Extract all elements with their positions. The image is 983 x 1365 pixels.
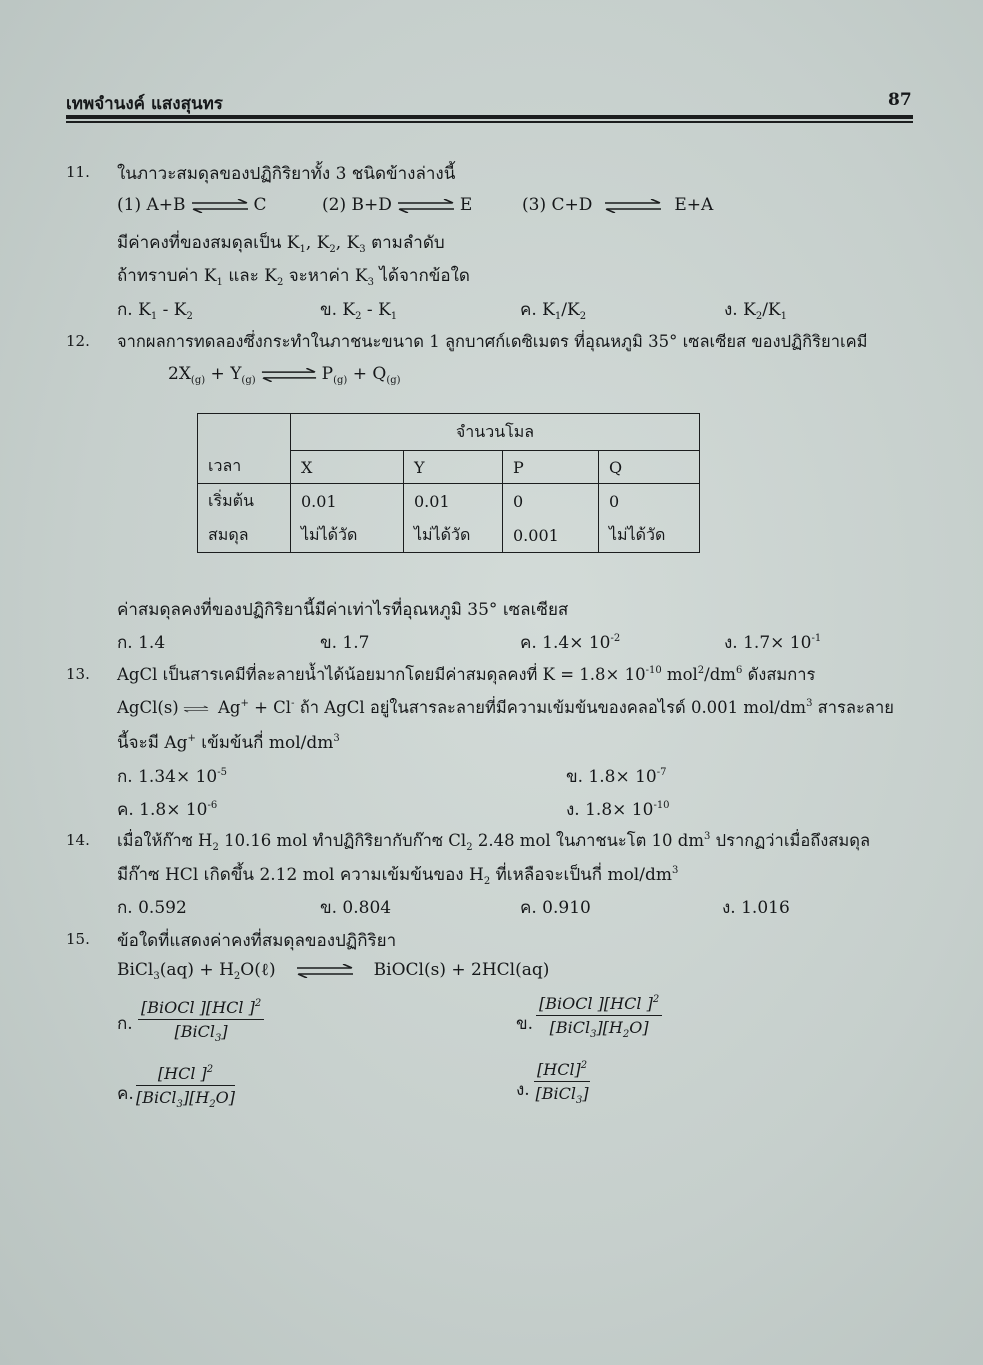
q12-text: จากผลการทดลองซึ่งกระทำในภาชนะขนาด 1 ลูกบาศก์เดซิเมตร ที่อุณหภูมิ 35° เซลเซียส ของปฏิกิริยาเคมี — [117, 332, 868, 351]
table-cell: 0 — [599, 484, 700, 519]
equilibrium-arrow-icon — [288, 964, 362, 978]
header-author: เทพจำนงค์ แสงสุนทร — [66, 94, 223, 114]
q13-option-d[interactable]: ง. $1.8\times 10^{-10}$ — [566, 800, 670, 820]
table-cell: ไม่ได้วัด — [291, 518, 404, 553]
equilibrium-arrow-icon — [190, 199, 250, 213]
equilibrium-arrow-icon — [260, 368, 318, 382]
q11-option-c[interactable]: ค. $K_1/K_2$ — [520, 300, 587, 322]
q13-option-b[interactable]: ข. $1.8\times 10^{-7}$ — [566, 767, 667, 787]
q11-option-a[interactable]: ก. $K_1 - K_2$ — [117, 300, 193, 322]
q15-option-d-label[interactable]: ง. — [516, 1080, 530, 1100]
q14-line1: เมื่อให้ก๊าซ $H_2$ 10.16 mol ทำปฏิกิริยากับก๊าซ $Cl_2$ 2.48 mol ในภาชนะโต 10 $dm^3$ ปรากฏว่าเมื่อถึงสมดุล — [117, 831, 871, 853]
table-header-time: เวลา — [198, 414, 291, 484]
q15-option-a-label[interactable]: ก. — [117, 1014, 133, 1034]
q15-option-b-label[interactable]: ข. — [516, 1014, 534, 1034]
q12-option-a[interactable]: ก. 1.4 — [117, 633, 166, 653]
table-cell: 0.01 — [291, 484, 404, 519]
q15-option-a-fraction[interactable]: [BiOCl ][HCl ]$^2$ [BiCl$_3$] — [138, 998, 264, 1044]
q11-reaction-3: (3) C+D E+A — [522, 195, 714, 215]
header-rule-thin — [66, 121, 913, 123]
table-cell: 0.01 — [404, 484, 503, 519]
q12-number: 12. — [66, 332, 90, 350]
header-rule-thick — [66, 115, 913, 119]
table-col-q: Q — [599, 451, 700, 484]
q14-option-d[interactable]: ง. 1.016 — [722, 898, 790, 918]
q11-line2: มีค่าคงที่ของสมดุลเป็น $K_1$, $K_2$, $K_3$ ตามลำดับ — [117, 233, 445, 255]
q14-option-a[interactable]: ก. 0.592 — [117, 898, 187, 918]
table-header-moles: จำนวนโมล — [291, 414, 700, 451]
table-cell: ไม่ได้วัด — [404, 518, 503, 553]
q15-number: 15. — [66, 930, 90, 948]
table-row — [198, 518, 700, 553]
q13-line2: AgCl(s) Ag+ + Cl- ถ้า AgCl อยู่ในสารละลายที่มีความเข้มข้นของคลอไรด์ 0.001 mol/$dm^3$ สารละลาย — [117, 698, 894, 717]
q13-option-c[interactable]: ค. $1.8\times 10^{-6}$ — [117, 800, 218, 820]
table-cell: 0.001 — [503, 518, 599, 553]
mole-table — [197, 413, 700, 553]
table-cell: ไม่ได้วัด — [599, 518, 700, 553]
table-row-label: เริ่มต้น — [198, 484, 291, 519]
q11-line3: ถ้าทราบค่า $K_1$ และ $K_2$ จะหาค่า $K_3$ ได้จากข้อใด — [117, 266, 470, 288]
table-cell: 0 — [503, 484, 599, 519]
q15-option-d-fraction[interactable]: [HCl]$^2$ [BiCl$_3$] — [535, 1060, 589, 1106]
q14-option-c[interactable]: ค. 0.910 — [520, 898, 591, 918]
q13-line1: AgCl เป็นสารเคมีที่ละลายน้ำได้น้อยมากโดยมีค่าสมดุลคงที่ $K = 1.8\times 10^{-10}$ $mol^2/dm^6$ ดังสมการ — [117, 665, 816, 684]
equilibrium-arrow-icon — [596, 199, 670, 213]
table-row — [198, 484, 700, 519]
q15-text: ข้อใดที่แสดงค่าคงที่สมดุลของปฏิกิริยา — [117, 931, 397, 951]
table-col-p: P — [503, 451, 599, 484]
q14-line2: มีก๊าซ HCl เกิดขึ้น 2.12 mol ความเข้มข้นของ $H_2$ ที่เหลือจะเป็นกี่ mol/$dm^3$ — [117, 865, 679, 887]
page-number: 87 — [888, 90, 912, 110]
q15-option-c-fraction[interactable]: [HCl ]$^2$ $[BiCl_3][H_2O]$ — [136, 1064, 236, 1110]
q15-option-c-label[interactable]: ค. — [117, 1084, 134, 1104]
q15-option-b-fraction[interactable]: [BiOCl ][HCl ]$^2$ $[BiCl_3][H_2O]$ — [536, 994, 662, 1040]
q11-reaction-2: (2) B+D E — [322, 195, 473, 215]
equilibrium-arrow-icon — [396, 199, 456, 213]
q12-equation: $2X_{(g)} + Y_{(g)}$ $P_{(g)} + Q_{(g)}$ — [168, 364, 401, 386]
table-row-label: สมดุล — [198, 518, 291, 553]
q12-option-c[interactable]: ค. $1.4\times 10^{-2}$ — [520, 633, 621, 653]
q13-number: 13. — [66, 665, 90, 683]
q14-number: 14. — [66, 831, 90, 849]
q12-option-d[interactable]: ง. $1.7\times 10^{-1}$ — [724, 633, 822, 653]
q15-equation: BiCl$_3$(aq) + $H_2O(\ell)$ BiOCl(s) + 2HCl(aq) — [117, 960, 550, 982]
q11-option-b[interactable]: ข. $K_2 - K_1$ — [320, 300, 398, 322]
equilibrium-arrow-icon — [183, 702, 209, 716]
q12-option-b[interactable]: ข. 1.7 — [320, 633, 370, 653]
q14-option-b[interactable]: ข. 0.804 — [320, 898, 392, 918]
table-col-x: X — [291, 451, 404, 484]
q11-reaction-1: (1) A+B C — [117, 195, 267, 215]
q11-text: ในภาวะสมดุลของปฏิกิริยาทั้ง 3 ชนิดข้างล่างนี้ — [117, 164, 456, 184]
q12-question: ค่าสมดุลคงที่ของปฏิกิริยานี้มีค่าเท่าไรที่อุณหภูมิ 35° เซลเซียส — [117, 600, 569, 620]
q11-option-d[interactable]: ง. $K_2/K_1$ — [724, 300, 787, 322]
q13-option-a[interactable]: ก. $1.34\times 10^{-5}$ — [117, 767, 227, 787]
q11-number: 11. — [66, 163, 90, 181]
q13-line3: นี้จะมี Ag+ เข้มข้นกี่ mol/$dm^3$ — [117, 733, 340, 753]
table-col-y: Y — [404, 451, 503, 484]
